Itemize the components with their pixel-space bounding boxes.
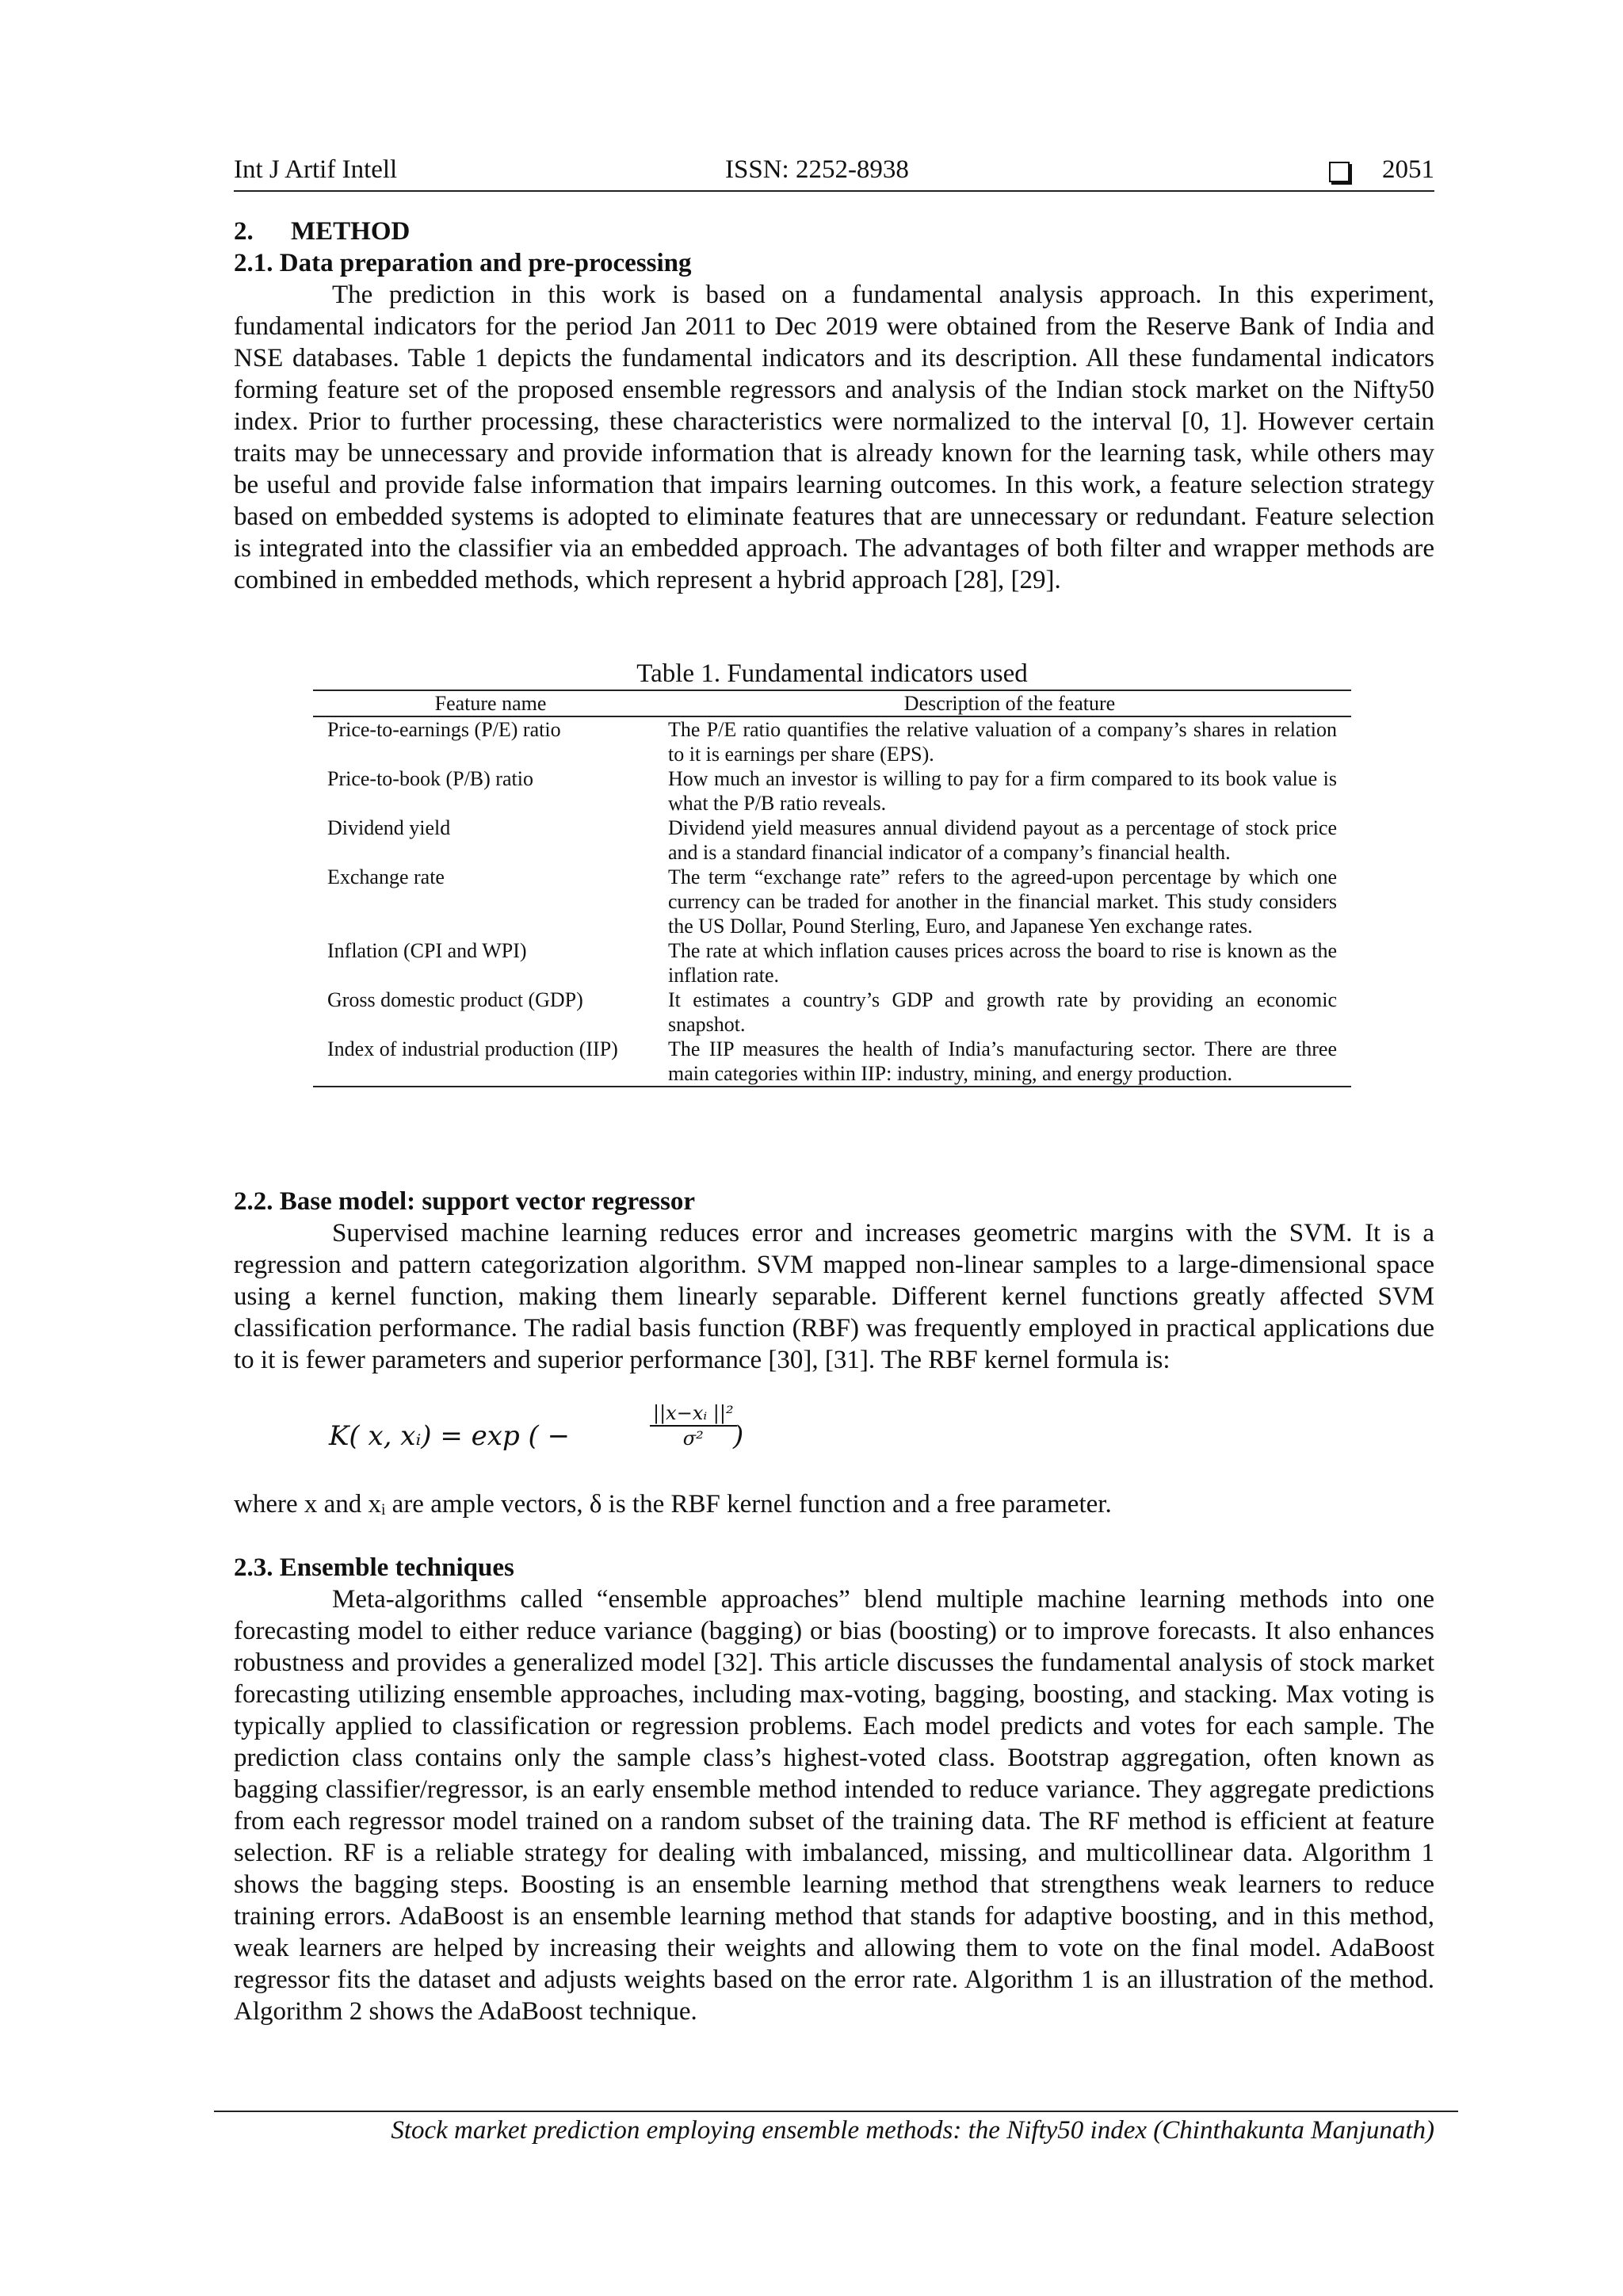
spacer: [234, 1520, 1434, 1552]
feature-description-cell: It estimates a country’s GDP and growth rate by providing an economic snapshot.: [668, 988, 1337, 1036]
subsection-heading-2-1: 2.1. Data preparation and pre-processing: [234, 249, 692, 277]
section-heading-method: [234, 216, 1434, 247]
indicators-table: [313, 690, 1351, 1087]
table-header-row: [313, 690, 1351, 716]
paragraph-data-preparation: The prediction in this work is based on a fundamental analysis approach. In this experiment, fundamental indicators for the period Jan 2011 to Dec 2019 were obtained from the Reserve Bank of India and NSE databases. Table 1 depicts the fundamental indicators and its description. All these fundamental indicators forming feature set of the proposed ensemble regressors and analysis of the Indian stock market on the Nifty50 index. Prior to further processing, these characteristics were normalized to the interval [0, 1]. However certain traits may be unnecessary and provide information that is already known for the learning task, while others may be useful and provide false information that impairs learning outcomes. In this work, a feature selection strategy based on embedded systems is adopted to eliminate features that are unnecessary or redundant. Feature selection is integrated into the classifier via an embedded approach. The advantages of both filter and wrapper methods are combined in embedded methods, which represent a hybrid approach [28], [29].: [234, 281, 1434, 594]
subsection-heading-2-3: 2.3. Ensemble techniques: [234, 1553, 514, 1582]
square-bullet-icon: [1329, 162, 1350, 182]
page-number: 2051: [1382, 155, 1434, 184]
rbf-kernel-formula: [329, 1395, 1434, 1488]
section-number: 2.: [234, 217, 254, 246]
feature-name-cell: Price-to-book (P/B) ratio: [327, 767, 533, 790]
feature-name-cell: Exchange rate: [327, 865, 445, 888]
column-header-feature: Feature name: [313, 690, 668, 716]
formula-denominator: σ²: [682, 1427, 704, 1450]
journal-name: Int J Artif Intell: [234, 155, 398, 184]
subsection-heading-2-2: 2.2. Base model: support vector regressor: [234, 1187, 695, 1216]
table-caption: Table 1. Fundamental indicators used: [636, 659, 1028, 688]
feature-name-cell: Inflation (CPI and WPI): [327, 939, 527, 962]
feature-description-cell: How much an investor is willing to pay for a firm compared to its book value is what the P/B ratio reveals.: [668, 767, 1337, 815]
table-row: [313, 988, 1351, 1037]
feature-description-cell: Dividend yield measures annual dividend payout as a percentage of stock price and is a standard financial indicator of a company’s financial health.: [668, 816, 1337, 864]
table-row: [313, 1037, 1351, 1087]
lower-content: [234, 1186, 1434, 2027]
table-row: [313, 716, 1351, 766]
footer-running-title: Stock market prediction employing ensemble methods: the Nifty50 index (Chinthakunta Manjunath): [391, 2116, 1434, 2145]
formula-fraction: [650, 1401, 737, 1450]
footer-rule: [214, 2111, 1458, 2112]
feature-name-cell: Index of industrial production (IIP): [327, 1037, 618, 1060]
feature-name-cell: Gross domestic product (GDP): [327, 988, 583, 1011]
table-row: [313, 766, 1351, 816]
formula-close-paren: ): [733, 1420, 744, 1452]
formula-numerator: ||x−xᵢ ||²: [650, 1401, 737, 1427]
formula-explanation: where x and xᵢ are ample vectors, δ is the RBF kernel function and a free parameter.: [234, 1490, 1112, 1519]
section-title: METHOD: [291, 217, 411, 246]
paragraph-ensemble: Meta-algorithms called “ensemble approaches” blend multiple machine learning methods into one forecasting model to either reduce variance (bagging) or bias (boosting) or to improve forecasts. It also enhances robustness and provides a generalized model [32]. This article discusses the fundamental analysis of stock market forecasting utilizing ensemble approaches, including max-voting, bagging, boosting, and stacking. Max voting is typically applied to classification or regression problems. Each model predicts and votes for each sample. The prediction class contains only the sample class’s highest-voted class. Bootstrap aggregation, often known as bagging classifier/regressor, is an early ensemble method intended to reduce variance. They aggregate predictions from each regressor model trained on a random subset of the training data. The RF method is efficient at feature selection. RF is a reliable strategy for dealing with imbalanced, missing, and multicollinear data. Algorithm 1 shows the bagging steps. Boosting is an ensemble learning method that strengthens weak learners to reduce training errors. AdaBoost is an ensemble learning method that stands for adaptive boosting, and in this method, weak learners are helped by increasing their weights and allowing them to vote on the final model. AdaBoost regressor fits the dataset and adjusts weights based on the error rate. Algorithm 1 is an illustration of the method. Algorithm 2 shows the AdaBoost technique.: [234, 1585, 1434, 2026]
paragraph-svr: Supervised machine learning reduces error and increases geometric margins with the SVM. It is a regression and pattern categorization algorithm. SVM mapped non-linear samples to a large-dimensional space using a kernel function, making them linearly separable. Different kernel functions greatly affected SVM classification performance. The radial basis function (RBF) was frequently employed in practical applications due to it is fewer parameters and superior performance [30], [31]. The RBF kernel formula is:: [234, 1219, 1434, 1374]
formula-lhs: K( x, xᵢ) = exp ( −: [329, 1420, 571, 1452]
feature-name-cell: Price-to-earnings (P/E) ratio: [327, 718, 561, 741]
table-row: [313, 865, 1351, 938]
feature-description-cell: The IIP measures the health of India’s manufacturing sector. There are three main categories within IIP: industry, mining, and energy production.: [668, 1037, 1337, 1085]
feature-description-cell: The P/E ratio quantifies the relative valuation of a company’s shares in relation to it is earnings per share (EPS).: [668, 718, 1337, 766]
feature-description-cell: The term “exchange rate” refers to the agreed-upon percentage by which one currency can be traded for another in the financial market. This study considers the US Dollar, Pound Sterling, Euro, and Japanese Yen exchange rates.: [668, 865, 1337, 938]
table-row: [313, 816, 1351, 865]
feature-name-cell: Dividend yield: [327, 816, 451, 839]
issn: ISSN: 2252-8938: [725, 155, 909, 184]
page-header: [234, 155, 1434, 192]
column-header-description: Description of the feature: [668, 690, 1351, 716]
table-row: [313, 938, 1351, 988]
feature-description-cell: The rate at which inflation causes prices across the board to rise is known as the inflation rate.: [668, 939, 1337, 987]
upper-content: [234, 216, 1434, 596]
table-1: [313, 658, 1351, 1087]
